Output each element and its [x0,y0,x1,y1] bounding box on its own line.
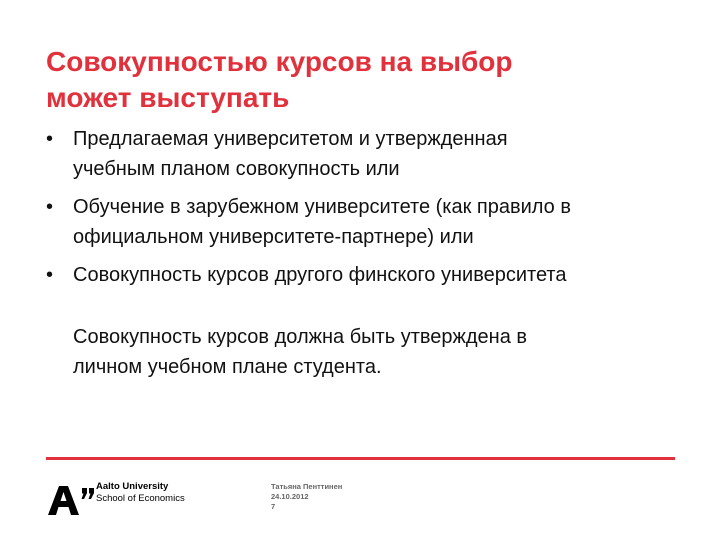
bullet-list [46,124,686,382]
university-name [96,481,185,505]
note-text: личном учебном плане студента. [73,356,382,378]
bullet-text: учебным планом совокупность или [73,158,400,180]
title-line: Совокупностью курсов на выбор [46,46,513,77]
bullet-item [46,124,686,184]
bullet-dot: • [46,196,54,218]
bullet-text: Предлагаемая университетом и утвержденная [73,128,508,150]
bullet-text: Совокупность курсов другого финского университета [73,264,567,286]
bullet-dot: • [46,128,54,150]
bullet-item [46,192,686,252]
footer-divider [46,457,675,460]
university-line: Aalto University [96,481,169,492]
bullet-text: официальном университете-партнере) или [73,226,474,248]
author: Татьяна Пенттинен [271,482,343,491]
page-number: 7 [271,502,276,511]
bullet-text: Обучение в зарубежном университете (как правило в [73,196,571,218]
bullet-item [46,260,686,290]
note-paragraph [46,322,686,382]
note-text: Совокупность курсов должна быть утверждена в [73,326,528,348]
bullet-dot: • [46,264,54,286]
title-line: может выступать [46,82,290,113]
slide-title [46,44,686,116]
school-line: School of Economics [96,493,185,504]
date: 24.10.2012 [271,492,309,501]
footer-info [271,482,342,512]
